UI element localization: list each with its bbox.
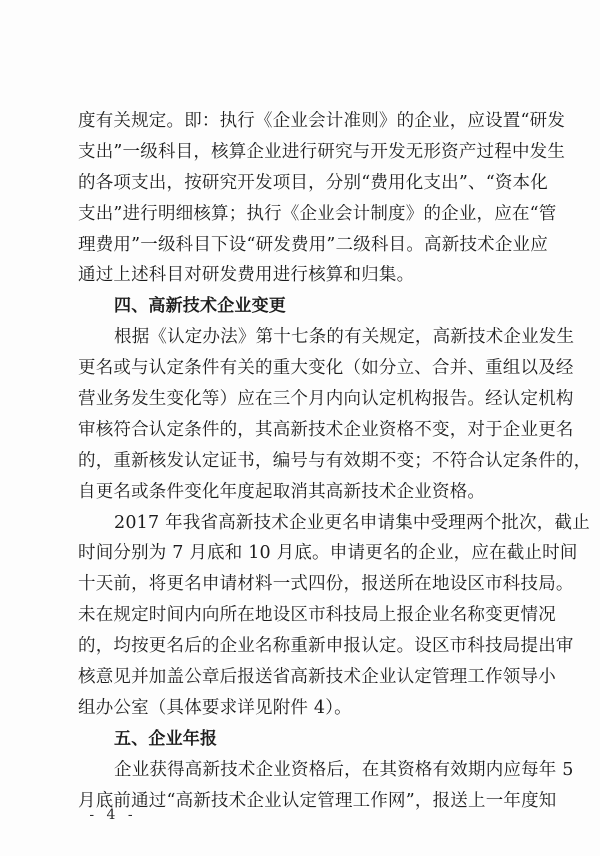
paragraph-line: 更名或与认定条件有关的重大变化（如分立、合并、重组以及经: [78, 358, 574, 379]
paragraph-line: 的，均按更名后的企业名称重新申报认定。设区市科技局提出审: [78, 636, 574, 657]
paragraph-line: 月底前通过“高新技术企业认定管理工作网”，报送上一年度知: [78, 790, 557, 811]
paragraph-line: 根据《认定办法》第十七条的有关规定，高新技术企业发生: [114, 327, 575, 348]
paragraph-line: 营业务发生变化等）应在三个月内向认定机构报告。经认定机构: [78, 389, 574, 410]
paragraph-line: 未在规定时间内向所在地设区市科技局上报企业名称变更情况: [78, 605, 556, 626]
paragraph-line: 自更名或条件变化年度起取消其高新技术企业资格。: [78, 481, 486, 502]
paragraph-line: 支出”进行明细核算；执行《企业会计制度》的企业，应在“管: [78, 203, 557, 224]
paragraph-line: 十天前，将更名申请材料一式四份，报送所在地设区市科技局。: [78, 574, 574, 595]
document-body: [78, 106, 592, 816]
paragraph-line: 时间分别为 7 月底和 10 月底。申请更名的企业，应在截止时间: [78, 543, 578, 564]
paragraph-line: 的，重新核发认定证书，编号与有效期不变；不符合认定条件的，: [78, 450, 592, 471]
paragraph-line: 度有关规定。即：执行《企业会计准则》的企业，应设置“研发: [78, 111, 566, 131]
paragraph-line: 支出”一级科目，核算企业进行研究与开发无形资产过程中发生: [78, 141, 566, 162]
paragraph-line: 审核符合认定条件的，其高新技术企业资格不变，对于企业更名: [78, 419, 574, 440]
paragraph-line: 组办公室（具体要求详见附件 4）。: [78, 697, 352, 718]
paragraph-line: 通过上述科目对研发费用进行核算和归集。: [78, 265, 415, 286]
page-number: - 4 -: [89, 807, 137, 823]
section-heading-change: 四、高新技术企业变更: [114, 296, 286, 317]
section-heading-annual-report: 五、企业年报: [114, 728, 218, 749]
paragraph-line: 2017 年我省高新技术企业更名申请集中受理两个批次，截止: [114, 512, 590, 533]
paragraph-line: 核意见并加盖公章后报送省高新技术企业认定管理工作领导小: [78, 667, 556, 688]
paragraph-line: 理费用”一级科目下设“研发费用”二级科目。高新技术企业应: [78, 234, 548, 255]
paragraph-line: 企业获得高新技术企业资格后，在其资格有效期内应每年 5: [114, 759, 574, 780]
paragraph-line: 的各项支出，按研究开发项目，分别“费用化支出”、“资本化: [78, 172, 548, 193]
